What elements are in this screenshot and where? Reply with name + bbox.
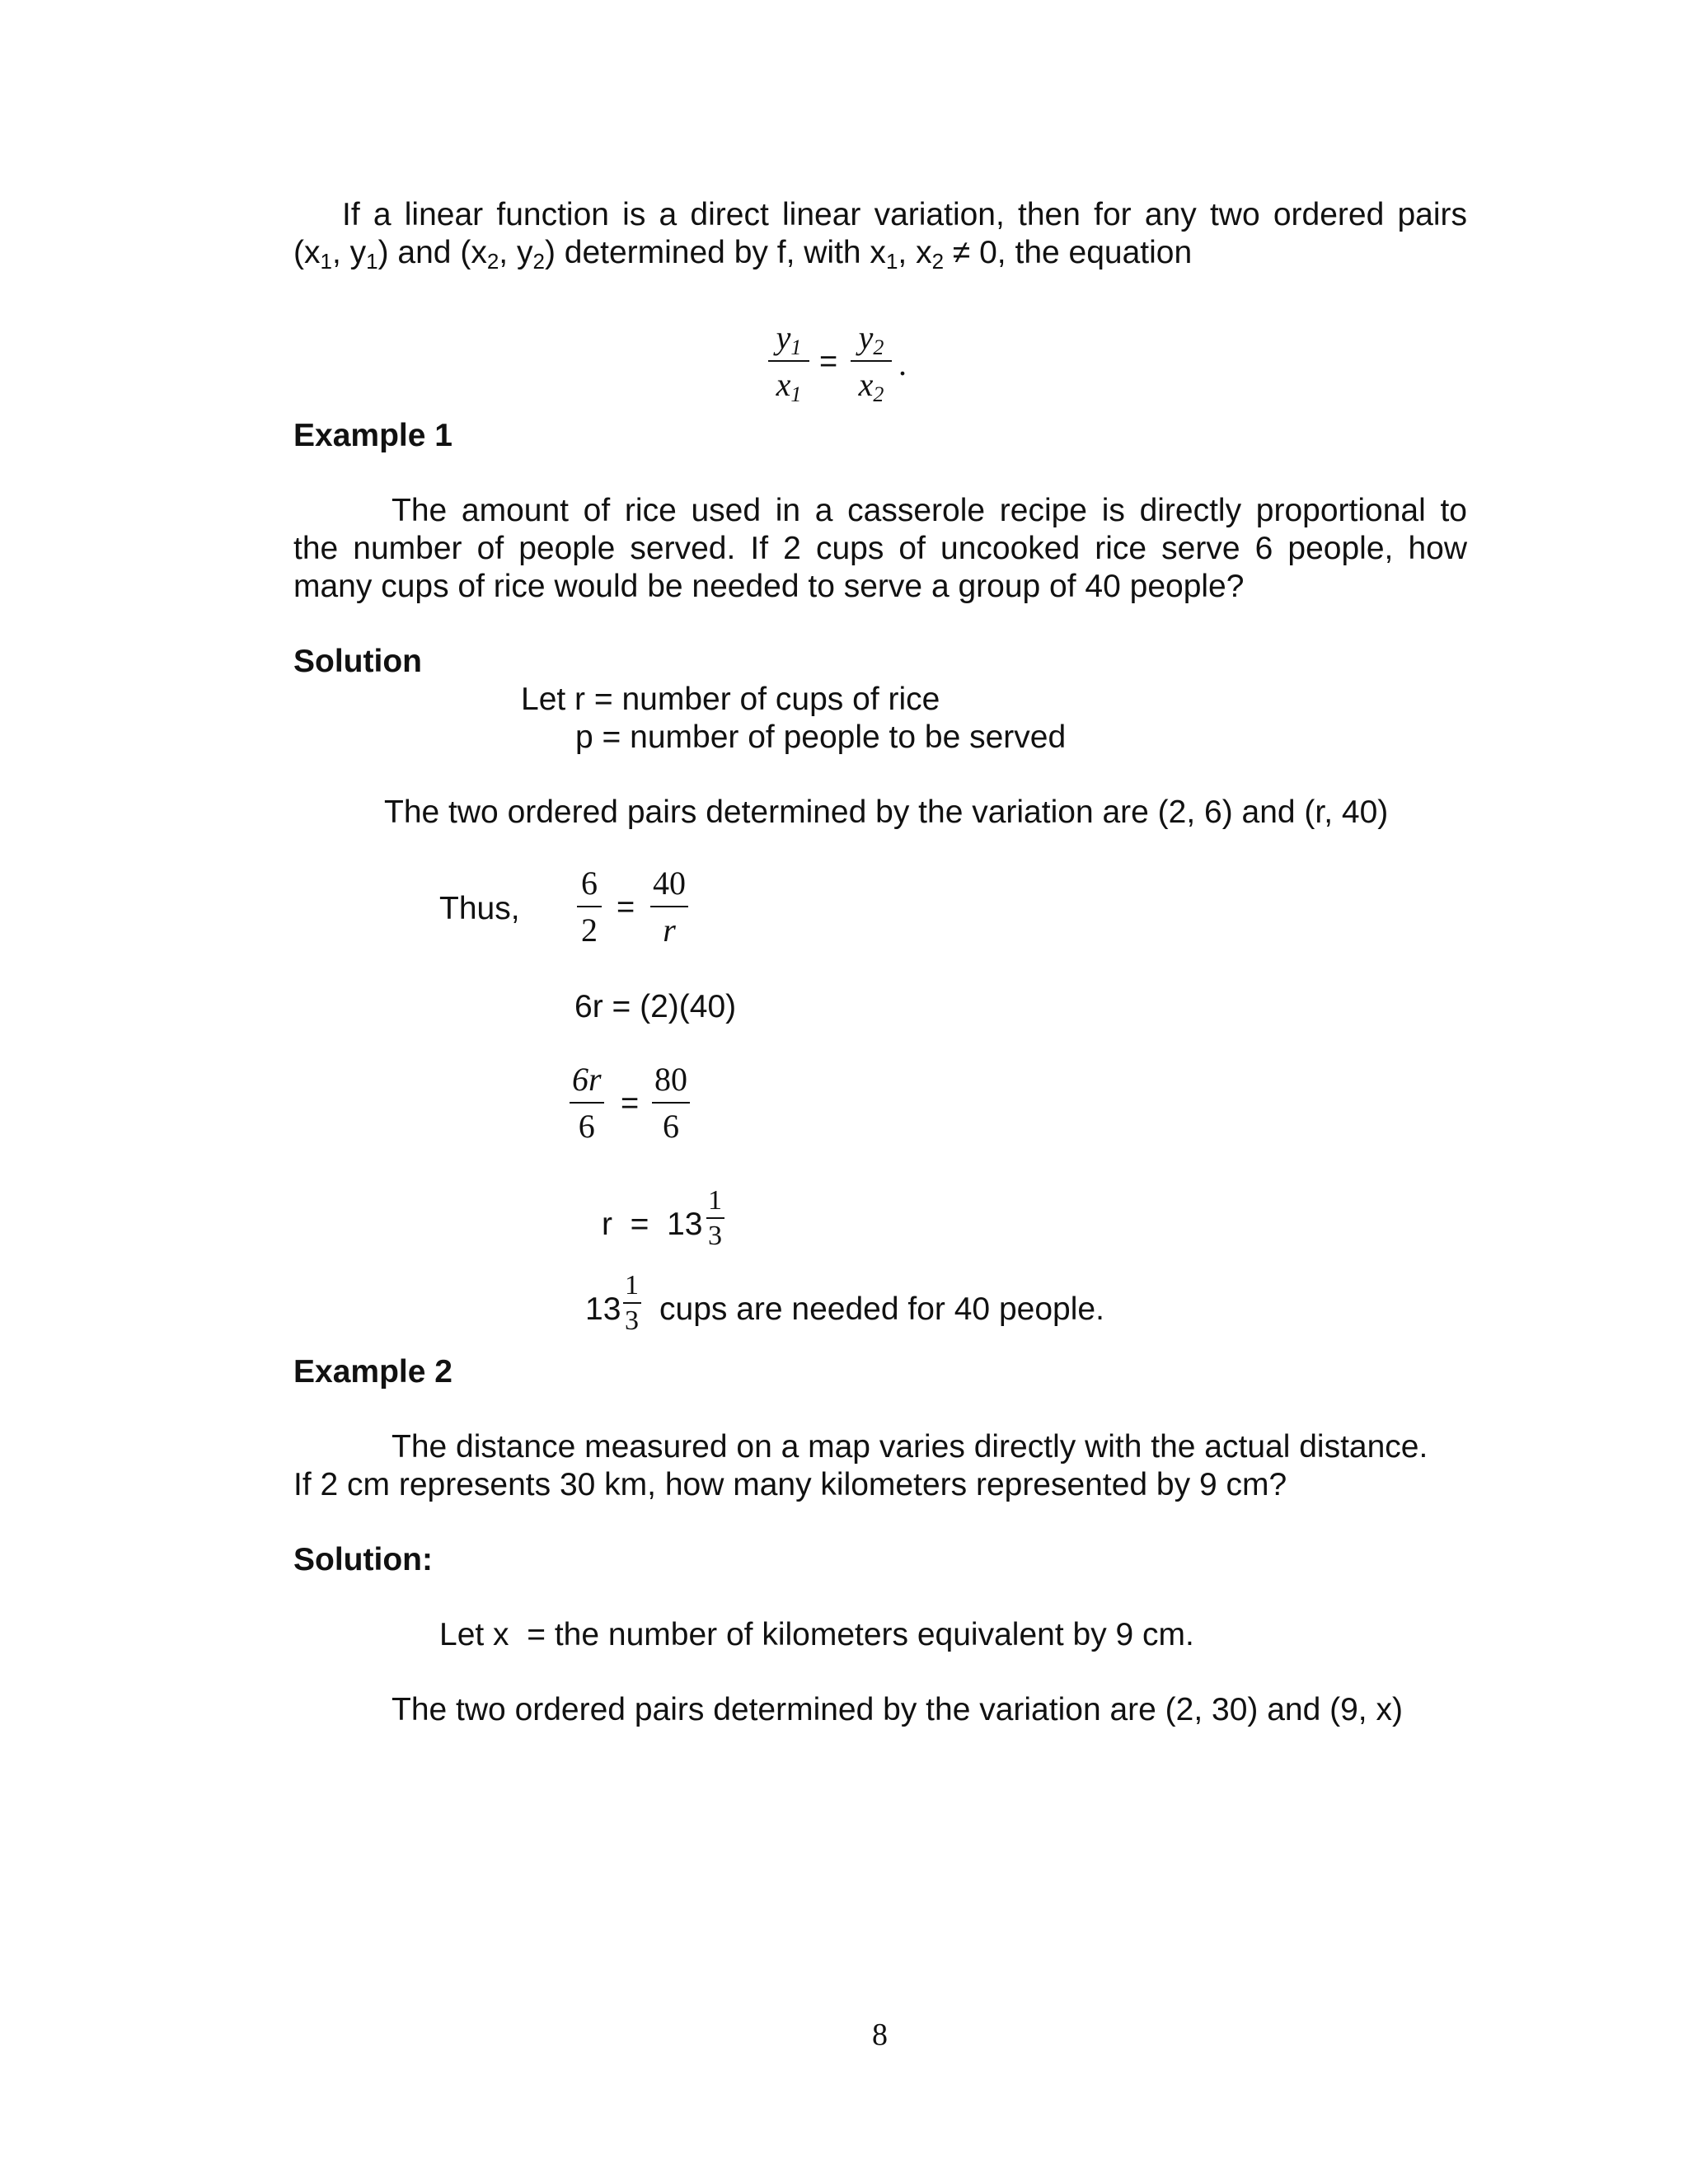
step-4-fraction: 1 3 <box>705 1187 725 1250</box>
step-1-equals: = <box>617 890 635 925</box>
step-2: 6r = (2)(40) <box>574 989 737 1024</box>
example-2-pairs-line: The two ordered pairs determined by the variation are (2, 30) and (9, x) <box>392 1692 1403 1727</box>
step-1-fraction-right: 40 r <box>649 865 689 949</box>
example-1-line-2: the number of people served. If 2 cups of uncooked rice serve 6 people, how <box>293 531 1467 566</box>
example-1-heading: Example 1 <box>293 418 452 453</box>
formula-fraction-right: $y_2$ $x_2$ <box>851 320 892 403</box>
step-3-fraction-right: 80 6 <box>651 1062 691 1145</box>
let-r-line: Let r = number of cups of rice <box>521 682 940 717</box>
example-1-solution-heading: Solution <box>293 644 422 679</box>
answer-fraction: 1 3 <box>621 1272 642 1335</box>
example-1-pairs-line: The two ordered pairs determined by the variation are (2, 6) and (r, 40) <box>384 794 1389 830</box>
example-2-solution-heading: Solution: <box>293 1542 433 1577</box>
thus-label: Thus, <box>439 891 520 926</box>
page-number: 8 <box>872 2018 888 2052</box>
example-1-line-3: many cups of rice would be needed to serve a group of 40 people? <box>293 569 1245 604</box>
step-4-lhs: r = 13 <box>602 1207 703 1242</box>
intro-line-1: If a linear function is a direct linear variation, then for any two ordered pairs <box>342 197 1467 232</box>
answer-text: cups are needed for 40 people. <box>659 1291 1104 1327</box>
example-2-line-2: If 2 cm represents 30 km, how many kilometers represented by 9 cm? <box>293 1467 1287 1502</box>
example-2-heading: Example 2 <box>293 1354 452 1390</box>
intro-line-2: ($x_1$, $y_1$) and ($x_2$, $y_2$) determined by f, with $x_1$, $x_2 \ne 0$, the equation <box>293 235 1193 274</box>
formula-fraction-left: $y_1$ $x_1$ <box>768 320 809 403</box>
step-3-equals: = <box>621 1086 640 1121</box>
let-p-line: p = number of people to be served <box>575 719 1067 755</box>
step-3-fraction-left: 6r 6 <box>569 1062 605 1145</box>
let-x-line: Let x = the number of kilometers equivalent by 9 cm. <box>439 1617 1194 1652</box>
example-2-line-1: The distance measured on a map varies directly with the actual distance. <box>392 1429 1428 1465</box>
answer-whole: 13 <box>585 1291 621 1327</box>
example-1-line-1: The amount of rice used in a casserole recipe is directly proportional to <box>392 493 1467 528</box>
formula-period: . <box>898 345 907 382</box>
formula-equals: = <box>819 344 838 379</box>
step-1-fraction-left: 6 2 <box>577 865 602 949</box>
